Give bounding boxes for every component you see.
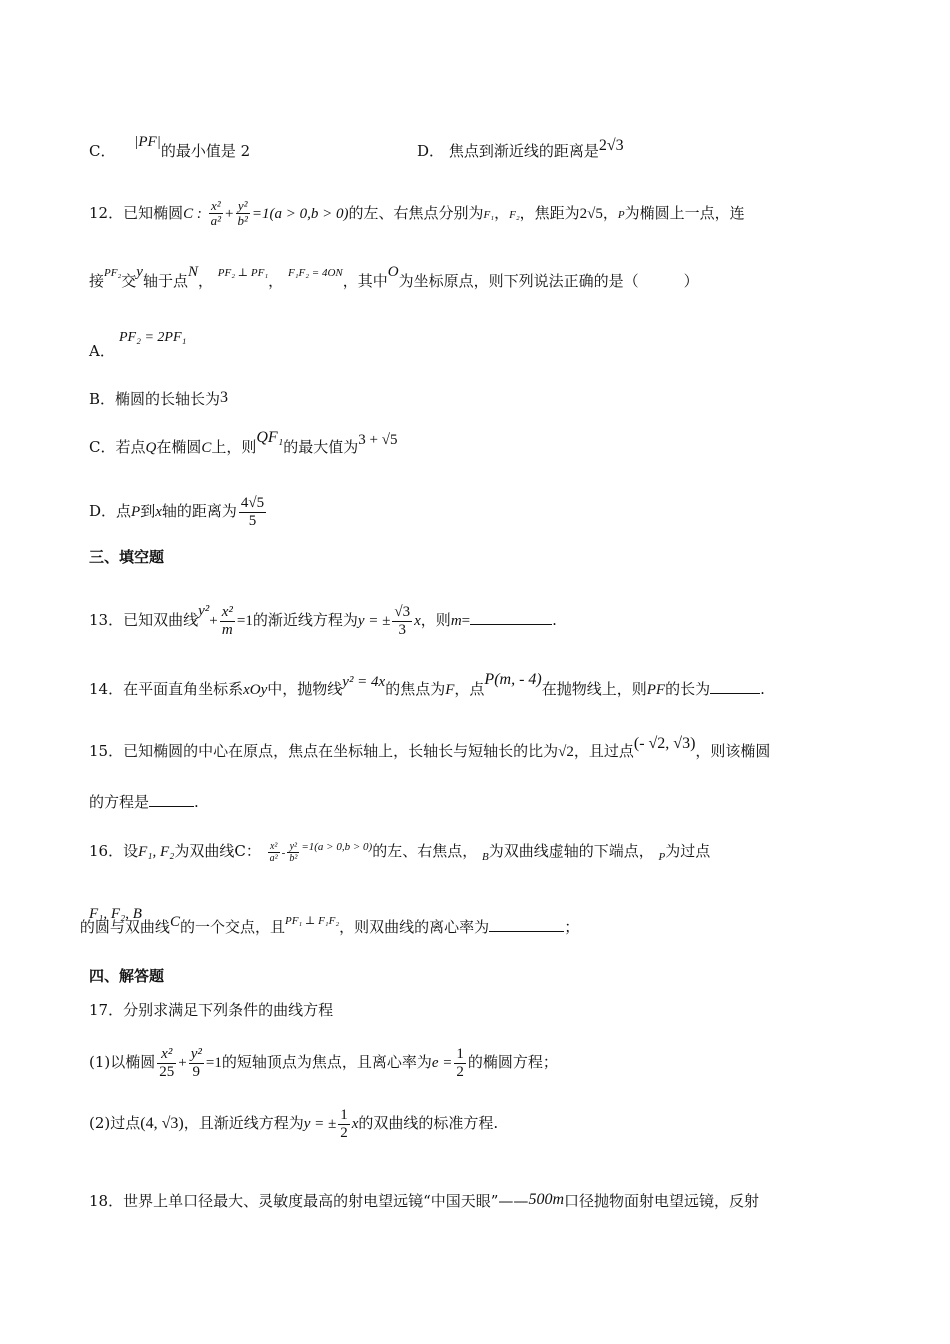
text: ，则双曲线的离心率为 [339, 918, 490, 936]
text: D．点 [89, 502, 132, 520]
text: 的渐近线方程为 [252, 611, 358, 629]
math-pf: PF [646, 682, 666, 698]
math-condition: =1(a > 0,b > 0) [251, 205, 349, 222]
numerator: 1 [456, 1046, 464, 1062]
numerator: √3 [394, 604, 411, 620]
math-q: Q [145, 440, 157, 456]
text: 的最大值为 [283, 438, 359, 456]
text: ， [198, 272, 214, 290]
text: 已知双曲线 [123, 611, 199, 629]
q16-line2 [79, 906, 641, 936]
numerator: x² [268, 841, 280, 853]
math-f2: F₂ [509, 208, 520, 221]
section-heading-fill-in: 三、填空题 [89, 548, 165, 566]
math-perp: PF₂ ⊥ PF₁ [217, 267, 269, 279]
denominator: 3 [398, 621, 406, 638]
frac-y2-b2 [287, 841, 299, 864]
option-c-label: C． [89, 142, 116, 160]
q11-options-cd [89, 134, 624, 163]
math-c: C [169, 914, 180, 930]
math-eq1: =1 [205, 1055, 222, 1071]
text: ，焦距为 [519, 203, 580, 222]
text: ， [602, 203, 618, 222]
text: . [194, 793, 199, 811]
text: 的左、右焦点， [372, 842, 478, 860]
q17-title [89, 999, 333, 1021]
text: 轴于点 [142, 272, 188, 290]
denominator: 25 [159, 1063, 175, 1080]
math-m: m [450, 613, 462, 629]
text: 的焦点为 [385, 680, 446, 698]
answer-blank[interactable] [149, 792, 194, 807]
math-p: P [131, 504, 141, 520]
math-2sqrt5: 2√5 [579, 205, 603, 222]
denominator: 5 [248, 512, 257, 529]
text: 已知椭圆的中心在原点，焦点在坐标轴上，长轴长与短轴长的比为 [123, 742, 559, 760]
math-n: N [187, 264, 198, 280]
denominator: 9 [192, 1063, 201, 1080]
numerator: 4√5 [240, 495, 265, 511]
numerator: y² [190, 1046, 202, 1062]
text: ，则该椭圆 [695, 742, 771, 760]
math-point: (4, √3) [140, 1115, 184, 1132]
math-y-pm: y = ± [303, 1116, 337, 1132]
option-a-label: A． [89, 342, 115, 360]
q15-line1 [89, 735, 771, 763]
text: C．若点 [89, 438, 146, 456]
frac-x2-25 [157, 1046, 176, 1080]
frac-y2-b2 [236, 199, 250, 229]
math-eq: = [461, 613, 471, 629]
math-e: e = [431, 1055, 453, 1071]
math-f1-f2-b: F₁, F₂, B [89, 906, 142, 922]
text: 分别求满足下列条件的曲线方程 [123, 1001, 334, 1019]
option-d-text: 焦点到渐近线的距离是 [448, 142, 599, 160]
numerator: x² [209, 199, 223, 214]
text: 口径抛物面射电望远镜，反射 [564, 1192, 760, 1210]
text: 的双曲线的标准方程. [358, 1114, 499, 1132]
question-number: 13． [89, 611, 124, 629]
text: 在椭圆 [156, 438, 202, 456]
text: . [760, 680, 765, 698]
math-x: x [155, 504, 162, 520]
math-3: 3 [220, 389, 229, 406]
question-number: 17． [89, 1001, 124, 1019]
text: 为双曲线虚轴的下端点， [488, 842, 654, 860]
text: 为椭圆上一点，连 [624, 203, 745, 222]
math-p: P [658, 851, 666, 863]
frac-sqrt3-3 [392, 604, 412, 638]
numerator: x² [157, 1046, 176, 1064]
numerator: y² [236, 199, 250, 214]
frac-x2-a2 [268, 841, 280, 864]
text: ， [494, 203, 510, 222]
q12-option-d [89, 495, 268, 529]
text: 世界上单口径最大、灵敏度最高的射电望远镜“中国天眼”—— [123, 1192, 529, 1210]
denominator: 2 [340, 1124, 348, 1141]
question-number: 18． [89, 1192, 124, 1210]
q12-line1 [89, 199, 745, 229]
text: 的长为 [665, 680, 711, 698]
text: 到 [140, 502, 156, 520]
question-number: 12． [89, 203, 124, 222]
math-point-p: P(m, - 4) [484, 671, 542, 688]
denominator: a² [269, 852, 278, 864]
q13 [89, 604, 557, 638]
numerator: 1 [340, 1107, 348, 1123]
question-number: 15． [89, 742, 124, 760]
text: ，点 [454, 680, 485, 698]
text: 的左、右焦点分别为 [348, 203, 484, 222]
q17-part2 [89, 1107, 498, 1141]
text: 设 [123, 842, 139, 860]
math-x: x [351, 1116, 359, 1132]
option-c-text: 的最小值是 2 [160, 142, 251, 160]
text: 的方程是 [89, 793, 150, 811]
text: 的圆与双曲线 [79, 918, 170, 936]
frac-y2-9 [189, 1046, 204, 1080]
denominator: b² [237, 213, 248, 229]
answer-blank[interactable] [470, 610, 552, 625]
text: B．椭圆的长轴长为 [89, 390, 221, 408]
q12-option-a [89, 340, 115, 362]
denominator: 2 [456, 1063, 464, 1080]
q12-line2 [89, 264, 699, 294]
math-2sqrt3: 2√3 [598, 137, 624, 154]
math-point: (- √2, √3) [633, 735, 696, 752]
text: 在抛物线上，则 [541, 680, 647, 698]
math-y-pm: y = ± [357, 613, 391, 629]
text: 轴的距离为 [161, 502, 237, 520]
text: 为双曲线 [174, 842, 235, 860]
numerator: y² [287, 841, 299, 853]
text: 为过点 [665, 842, 711, 860]
math-sqrt2: √2 [558, 744, 574, 760]
q16-line1 [89, 840, 710, 864]
math-x: x [414, 613, 421, 629]
math-p: P [617, 208, 625, 221]
math-pf2-2pf1: PF₂ = 2PF₁ [119, 330, 187, 345]
q12-option-c [89, 429, 398, 459]
math-y: y [136, 264, 143, 280]
frac-x2-a2 [209, 199, 223, 229]
plus: + [225, 205, 234, 222]
text: ，其中 [342, 272, 388, 290]
question-number: 14． [89, 680, 124, 698]
text: 在平面直角坐标系 [123, 680, 244, 698]
minus: - [281, 847, 286, 859]
math-f: F [445, 682, 455, 698]
text: 上，则 [211, 438, 257, 456]
text: 接 [89, 272, 105, 290]
frac-x2-m [220, 604, 235, 638]
math-500m: 500m [528, 1191, 564, 1208]
text: ，且渐近线方程为 [183, 1114, 304, 1132]
math-3-plus-sqrt5: 3 + √5 [358, 432, 398, 448]
section-heading-solutions: 四、解答题 [89, 967, 165, 985]
question-number: 16． [89, 842, 124, 860]
option-d-label: D． [417, 142, 445, 160]
text: ，则 [420, 611, 451, 629]
math-abs-pf: |PF| [134, 134, 161, 150]
text: 的一个交点，且 [179, 918, 285, 936]
text: ， [268, 272, 284, 290]
math-eq1: =1 [236, 613, 253, 629]
math-c: C [201, 440, 212, 456]
denominator: m [221, 621, 233, 638]
text: (2)过点 [89, 1114, 141, 1132]
math-pf2: PF₂ [104, 267, 122, 279]
text: 的椭圆方程； [467, 1053, 558, 1071]
math-ellipse-c: C : [183, 205, 202, 222]
math-c-label: C： [234, 842, 261, 860]
math-xoy: xOy [243, 682, 268, 698]
q14 [89, 671, 765, 701]
q15-line2 [89, 791, 199, 813]
numerator: x² [221, 604, 233, 620]
math-perp: PF₁ ⊥ F₁F₂ [284, 915, 340, 927]
math-o: O [387, 264, 399, 280]
math-y2: y² [198, 603, 210, 619]
plus: + [178, 1055, 187, 1071]
frac-4sqrt5-5 [239, 495, 266, 529]
math-b: B [481, 851, 489, 863]
text: (1)以椭圆 [89, 1053, 156, 1071]
text: 交 [121, 272, 137, 290]
math-qf1: QF₁ [256, 429, 284, 446]
text: ，且过点 [573, 742, 634, 760]
q12-option-b [89, 388, 228, 411]
frac-one-half [338, 1107, 350, 1141]
math-f1f2-4on: F₁F₂ = 4ON [287, 267, 343, 279]
math-f1-f2: F₁, F₂ [138, 844, 175, 860]
text: 的短轴顶点为焦点，且离心率为 [221, 1053, 432, 1071]
q18 [89, 1190, 759, 1213]
text: ； [564, 918, 580, 936]
math-f1: F₁ [483, 208, 495, 221]
frac-one-half [454, 1046, 466, 1080]
denominator: b² [289, 852, 298, 864]
answer-blank[interactable] [489, 917, 564, 932]
math-condition: =1(a > 0,b > 0) [301, 841, 373, 853]
denominator: a² [210, 213, 222, 229]
text: 为坐标原点，则下列说法正确的是（ ） [398, 272, 699, 290]
answer-blank[interactable] [710, 679, 760, 694]
text: . [552, 611, 557, 629]
text: 已知椭圆 [123, 203, 184, 222]
plus: + [209, 613, 218, 629]
text: 中，抛物线 [267, 680, 343, 698]
math-parabola: y² = 4x [342, 674, 386, 690]
q17-part1 [89, 1046, 558, 1080]
